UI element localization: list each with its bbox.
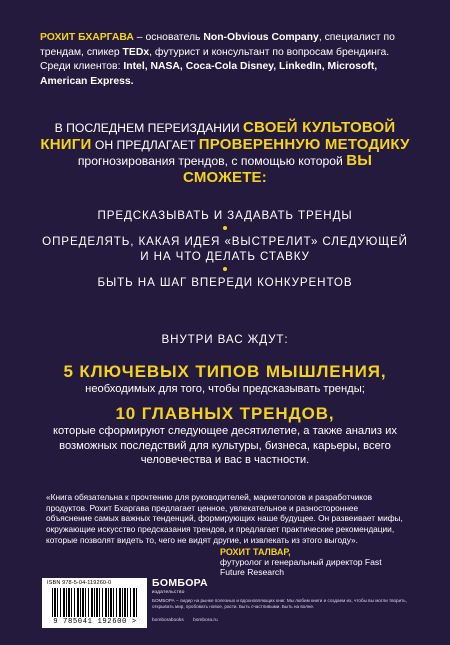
- barcode-icon: [52, 588, 138, 617]
- review-quote: «Книга обязательна к прочтению для руководителей, маркетологов и разработчиков продуктов. Рохит Бхаргава предлагает ценное, увлекательное и разностороннее объяснение самых важных тенденций, формирующих наше будущее. Он развеивает мифы, окружающие искусство предсказания трендов, и предлагает практические рекомендации, которые позволят видеть то, чего не видят другие, и извлекать из этого выгоду».: [46, 492, 403, 545]
- feature-block: [45, 362, 405, 397]
- bio-tedx: TEDx: [122, 46, 150, 58]
- feature-block: [45, 404, 405, 468]
- publisher-description: БОМБОРА – лидер на рынке полезных и вдохновляющих книг. Мы любим книги и создаем их, чтобы вы могли творить, открывать мир, пробовать новое, расти. Быть счастливыми. Быть на волне.: [152, 598, 407, 609]
- feature-heading: 10 ГЛАВНЫХ ТРЕНДОВ,: [115, 404, 335, 423]
- pitch-highlight-3: ВЫ СМОЖЕТЕ:: [183, 152, 373, 186]
- publisher-socials: [152, 618, 407, 623]
- bullet-dot-icon: [223, 226, 227, 230]
- publisher-logo-sub: издательство: [152, 589, 185, 594]
- quote-author-name: РОХИТ ТАЛВАР,: [220, 547, 291, 557]
- barcode-box: [42, 578, 147, 628]
- social-handle: bomborabooks: [152, 618, 184, 623]
- benefits-list: [40, 208, 410, 290]
- quote-author-title: футуролог и генеральный директор Fast Future Research: [220, 557, 382, 578]
- bio-text-3: , футурист и консультант по вопросам брендинга. Среди клиентов:: [40, 46, 390, 72]
- publisher-website: bombora.ru: [193, 618, 218, 623]
- pitch-highlight-2: ПРОВЕРЕННУЮ МЕТОДИКУ: [198, 135, 410, 153]
- bio-company: Non-Obvious Company: [203, 32, 319, 43]
- publisher-block: [152, 578, 407, 623]
- benefit-item: БЫТЬ НА ШАГ ВПЕРЕДИ КОНКУРЕНТОВ: [97, 276, 353, 289]
- bio-text-1: – основатель: [133, 32, 204, 43]
- pitch-highlight-1: СВОЕЙ КУЛЬТОВОЙ КНИГИ: [40, 119, 396, 153]
- benefit-item: ОПРЕДЕЛЯТЬ, КАКАЯ ИДЕЯ «ВЫСТРЕЛИТ» СЛЕДУЮЩЕЙ И НА ЧТО ДЕЛАТЬ СТАВКУ: [42, 235, 408, 263]
- feature-description: необходимых для того, чтобы предсказывать тренды;: [85, 383, 365, 395]
- bio-text-2: , специалист по трендам, спикер: [40, 32, 395, 58]
- benefit-item: ПРЕДСКАЗЫВАТЬ И ЗАДАВАТЬ ТРЕНДЫ: [97, 209, 353, 222]
- bullet-dot-icon: [223, 267, 227, 271]
- feature-description: которые сформируют следующее десятилетие, а также анализ их возможных последствий для культуры, бизнеса, карьеры, всего человечества и вас в частности.: [52, 425, 397, 467]
- pitch-text-3: прогнозирования трендов, с помощью которой: [77, 154, 347, 169]
- publisher-logo: БОМБОРА: [152, 577, 208, 589]
- pitch-text-2: ОН ПРЕДЛАГАЕТ: [91, 137, 199, 152]
- feature-heading: 5 КЛЮЧЕВЫХ ТИПОВ МЫШЛЕНИЯ,: [63, 362, 387, 381]
- inside-label: ВНУТРИ ВАС ЖДУТ:: [161, 333, 289, 346]
- author-name: РОХИТ БХАРГАВА: [40, 32, 134, 43]
- quote-attribution: [220, 547, 406, 578]
- bio-clients: Intel, NASA, Coca-Cola Disney, LinkedIn, Microsoft, American Express.: [40, 61, 378, 87]
- isbn-text: ISBN 978-5-04-119260-0: [47, 580, 112, 586]
- book-pitch: [40, 120, 410, 186]
- pitch-text-1: В ПОСЛЕДНЕМ ПЕРЕИЗДАНИИ: [54, 121, 243, 135]
- author-bio: [40, 31, 420, 89]
- barcode-digits: 9 785041 192600 >: [53, 618, 137, 626]
